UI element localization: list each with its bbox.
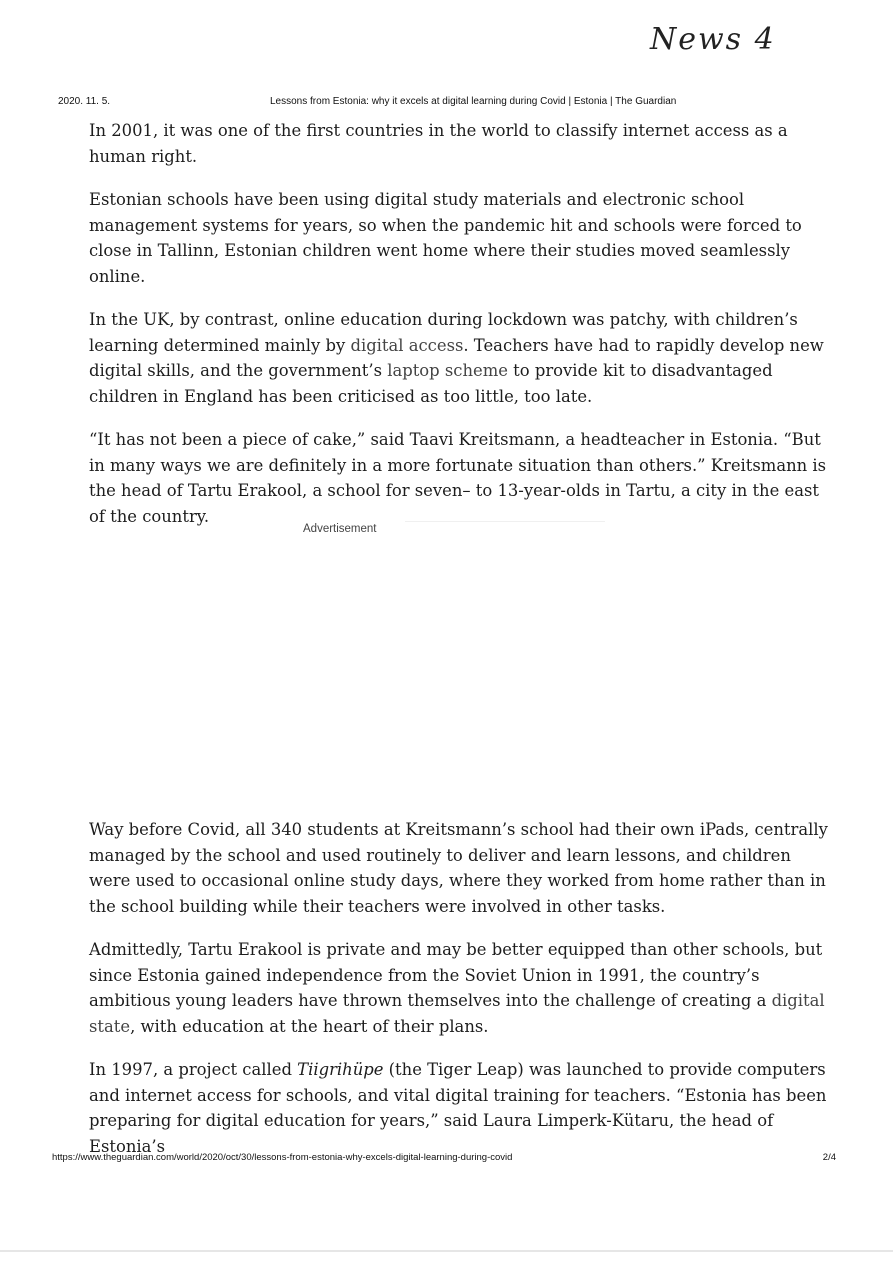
article-body-bottom: [89, 817, 829, 1177]
text-fragment: In the UK, by contrast, online education during lockdown was patchy, with children’s learning determined mainly by: [89, 310, 798, 355]
project-name: Tiigrihüpe: [297, 1060, 384, 1079]
text-fragment: In 1997, a project called: [89, 1060, 298, 1079]
print-date: 2020. 11. 5.: [58, 96, 111, 107]
print-page-title: Lessons from Estonia: why it excels at digital learning during Covid | Estonia | The Guardian: [270, 96, 677, 107]
paragraph-internet-right: In 2001, it was one of the first countries in the world to classify internet access as a human right.: [89, 121, 788, 166]
print-page-number: 2/4: [822, 1152, 836, 1163]
text-fragment: (the Tiger Leap) was launched to provide computers and internet access for schools, and vital digital training for teachers. “Estonia has been preparing for digital education for years,” said Laura Limperk-Kütaru, the head of Estonia’s: [89, 1060, 827, 1156]
text-fragment: Admittedly, Tartu Erakool is private and may be better equipped than other schools, but since Estonia gained independence from the Soviet Union in 1991, the country’s ambitious young leaders have thrown themselves into the challenge of creating a: [89, 940, 823, 1010]
paragraph-kreitsmann-quote: “It has not been a piece of cake,” said Taavi Kreitsmann, a headteacher in Estonia. “But in many ways we are definitely in a more fortunate situation than others.” Kreitsmann is the head of Tartu Erakool, a school for seven– to 13-year-olds in Tartu, a city in the east of the country.: [89, 430, 827, 526]
paragraph-tiger-leap: [89, 1057, 829, 1159]
link-digital-state[interactable]: digital state: [89, 991, 825, 1036]
advertisement-label: Advertisement: [303, 523, 377, 535]
article-body-top: [89, 118, 829, 547]
text-fragment: , with education at the heart of their plans.: [130, 1016, 489, 1036]
text-fragment: . Teachers have had to rapidly develop new digital skills, and the government’s: [89, 335, 824, 380]
scan-edge-line: [0, 1250, 893, 1252]
paragraph-digital-state: [89, 937, 829, 1039]
paragraph-uk-contrast: [89, 307, 829, 409]
paragraph-ipads: Way before Covid, all 340 students at Kreitsmann’s school had their own iPads, centrally managed by the school and used routinely to deliver and learn lessons, and children were used to occasional online study days, where they worked from home rather than in the school building while their teachers were involved in other tasks.: [89, 820, 828, 916]
paragraph-estonian-schools: Estonian schools have been using digital study materials and electronic school management systems for years, so when the pandemic hit and schools were forced to close in Tallinn, Estonian children went home where their studies moved seamlessly online.: [89, 190, 802, 286]
link-digital-access[interactable]: digital access: [350, 335, 464, 355]
link-laptop-scheme[interactable]: laptop scheme: [387, 361, 508, 380]
advertisement-divider: [405, 521, 605, 522]
handwritten-annotation: News 4: [650, 22, 776, 57]
print-url: https://www.theguardian.com/world/2020/oct/30/lessons-from-estonia-why-excels-digital-learning-during-covid: [52, 1152, 513, 1163]
text-fragment: to provide kit to disadvantaged children in England has been criticised as too little, too late.: [89, 361, 773, 406]
